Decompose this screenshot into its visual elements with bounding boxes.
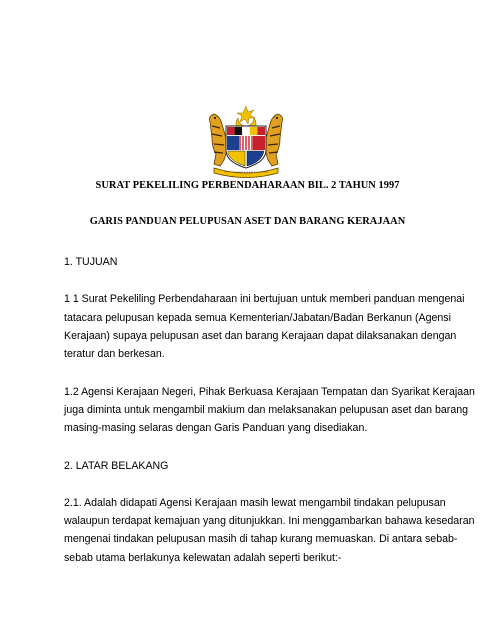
paragraph-line: 1 1 Surat Pekeliling Perbendaharaan ini bertujuan untuk memberi panduan mengenai <box>64 293 465 305</box>
paragraph-line: Kerajaan) supaya pelupusan aset dan barang Kerajaan dapat dilaksanakan dengan <box>64 330 457 342</box>
paragraph-line: juga diminta untuk mengambil makium dan melaksanakan pelupusan aset dan barang <box>64 404 468 416</box>
section-heading-tujuan: 1. TUJUAN <box>64 256 118 268</box>
circular-subtitle: GARIS PANDUAN PELUPUSAN ASET DAN BARANG KERAJAAN <box>89 216 406 227</box>
paragraph-line: sebab utama berlakunya kelewatan adalah seperti berikut:- <box>64 552 342 564</box>
circular-title: SURAT PEKELILING PERBENDAHARAAN BIL. 2 TAHUN 1997 <box>95 180 400 191</box>
paragraph-line: teratur dan berkesan. <box>64 348 165 360</box>
section-heading-latar-belakang: 2. LATAR BELAKANG <box>64 460 169 472</box>
paragraph-line: masing-masing selaras dengan Garis Panduan yang disediakan. <box>64 422 368 434</box>
paragraph-line: walaupun terdapat kemajuan yang ditunjukkan. Ini menggambarkan bahawa kesedaran <box>64 515 475 527</box>
paragraph-line: mengenai tindakan pelupusan masih di tahap kurang memuaskan. Di antara sebab- <box>64 533 458 545</box>
paragraph-line: 2.1. Adalah didapati Agensi Kerajaan masih lewat mengambil tindakan pelupusan <box>64 497 446 509</box>
paragraph-line: tatacara pelupusan kepada semua Kementerian/Jabatan/Badan Berkanun (Agensi <box>64 312 451 324</box>
paragraph-line: 1.2 Agensi Kerajaan Negeri, Pihak Berkuasa Kerajaan Tempatan dan Syarikat Kerajaan <box>64 386 475 398</box>
coat-of-arms-emblem <box>204 104 288 178</box>
